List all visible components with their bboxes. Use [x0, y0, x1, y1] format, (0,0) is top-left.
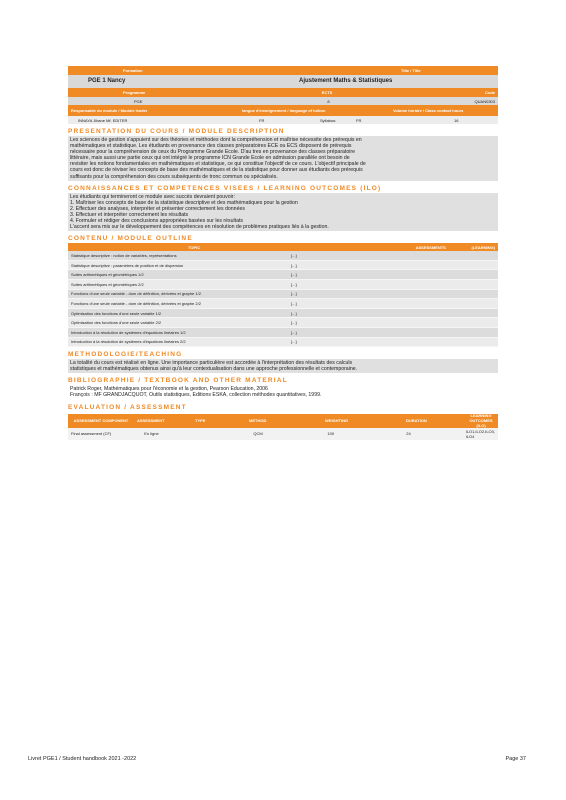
eval-col-method: METHOD	[249, 418, 267, 424]
table-row	[68, 280, 498, 290]
presentation-line: suffisants pour la compréhension des cours subséquents de tronc commun ou spécialisés.	[70, 173, 278, 180]
outcomes-line: 2. Effectuer des analyses, interpréter et présenter correctement les données	[70, 205, 245, 212]
table-row	[68, 309, 498, 319]
table-row	[68, 261, 498, 271]
methodology-title: METHODOLOGIE/TEACHING	[68, 351, 183, 359]
title-value: Ajustement Maths & Statistiques	[299, 78, 393, 84]
responsable-header-bar	[68, 105, 498, 116]
ects-label: ECTS	[321, 90, 333, 95]
ilo-cell: [...]	[291, 281, 297, 287]
langue-label: langue d'enseignement / language of tuition	[242, 108, 326, 113]
col-ilo: (LEARNING)	[471, 244, 495, 250]
formation-value: PGE 1 Nancy	[88, 78, 126, 84]
methodology-line: La totalité du cours est réalisé en ligne. Une importance particulière est accordée à l'interprétation des résultats des calculs	[70, 360, 353, 367]
table-row	[68, 299, 498, 309]
bibliography-title: BIBLIOGRAPHIE / TEXTBOOK AND OTHER MATERIAL	[68, 377, 288, 385]
table-row	[68, 290, 498, 300]
ects-value: 8	[327, 98, 330, 104]
responsable-label: Responsable du module / Module leader	[71, 108, 148, 113]
content-table-body	[68, 251, 498, 347]
eval-col-weighting: WEIGHTING	[325, 418, 349, 424]
methodology-text	[68, 359, 498, 373]
topic-cell: Statistique descriptive : paramètres de position et de dispersion	[71, 262, 184, 268]
eval-weighting: 100	[327, 431, 335, 437]
syllabus-page	[68, 66, 498, 440]
presentation-text	[68, 136, 498, 181]
eval-assessment: En ligne	[144, 431, 159, 437]
eval-col-assessment: ASSESSMENT	[137, 418, 165, 424]
ilo-cell: [...]	[291, 320, 297, 326]
topic-cell: Fonctions d'une seule variable - dom de définition, dérivées et graphe 2/2	[71, 300, 201, 306]
responsable-value-row	[68, 116, 498, 124]
evaluation-table-header	[68, 414, 498, 428]
eval-col-ilo: LEARNING OUTCOMES (ILO)	[469, 413, 493, 429]
topic-cell: Suites arithmétiques et géométriques 2/2	[71, 281, 144, 287]
ilo-cell: [...]	[291, 262, 297, 268]
formation-header-bar	[68, 66, 498, 75]
evaluation-title: EVALUATION / ASSESSMENT	[68, 403, 187, 411]
table-row	[68, 270, 498, 280]
ilo-cell: [...]	[291, 253, 297, 259]
footer-page-number: Page 37	[505, 756, 526, 762]
eval-method: QCM	[253, 431, 263, 437]
topic-cell: Introduction à la résolution de systèmes d'équations linéaires 1/2	[71, 329, 186, 335]
bibliography-line: François : MF GRANDJACQUOT, Outils statistiques, Editions ESKA, collection méthodes quantitatives, 1999.	[70, 392, 322, 399]
topic-cell: Introduction à la résolution de systèmes d'équations linéaires 2/2	[71, 339, 186, 345]
volume-value: 16	[454, 117, 459, 123]
footer-handbook: Livret PGE1 / Student handbook 2021 -2022	[28, 756, 137, 762]
col-topic: TOPIC	[188, 244, 201, 250]
outcomes-line: 1. Maîtriser les concepts de base de la statistique descriptive et des mathématiques pour la gestion	[70, 199, 298, 206]
page-footer	[28, 756, 526, 762]
eval-col-type: TYPE	[195, 418, 206, 424]
eval-component: Final assessment (CF)	[71, 431, 112, 437]
table-row	[68, 338, 498, 348]
presentation-line: nécessaire pour la compréhension de ceux du Programme Grande Ecole. D'au tres en provenance des classes préparatoire	[70, 149, 356, 156]
eval-duration: 24	[406, 431, 411, 437]
programme-value-row	[68, 97, 498, 105]
outcomes-line: L'accent sera mis sur le développement des compétences en résolution de problèmes pratiques liés à la gestion.	[70, 224, 329, 231]
topic-cell: Optimisation des fonctions d'une seule variable 2/2	[71, 320, 162, 326]
programme-header-bar	[68, 88, 498, 97]
content-title: CONTENU / MODULE OUTLINE	[68, 235, 193, 243]
presentation-line: mathématiques et statistique. Les étudiants en provenance des classes préparatoires ECE ou ECS disposent de prérequis	[70, 143, 352, 150]
programme-label: Programme	[123, 90, 146, 95]
ilo-cell: [...]	[291, 339, 297, 345]
responsable-value: INNAYA Jihane Mf. EDITER	[78, 117, 128, 123]
outcomes-line: 4. Formuler et rédiger des conclusions appropriées basées sur les résultats	[70, 218, 244, 225]
presentation-line: Les sciences de gestion s'appuient sur des théories et méthodes dont la compréhension et maîtrise nécessite des prérequis en	[70, 137, 362, 143]
col-assessment: ASSESSMENTS	[415, 244, 446, 250]
content-table-header	[68, 243, 498, 251]
outcomes-line: 3. Effectuer et interpréter correctement les résultats	[70, 211, 189, 218]
topic-cell: Suites arithmétiques et géométriques 1/2	[71, 272, 144, 278]
presentation-line: revisiter les notions fondamentales en mathématiques et statistique, ce qui constitue l'objectif de ce cours. L'objectif principale de	[70, 161, 366, 168]
eval-ilo: ILO1,ILO2,ILO3, ILO4	[465, 428, 495, 439]
eval-col-duration: DURATION	[406, 418, 427, 424]
title-label: Title / Title	[401, 68, 421, 73]
code-value: QUAN0303	[474, 98, 495, 104]
table-row	[68, 251, 498, 261]
langue-value: FR	[259, 117, 265, 123]
ilo-cell: [...]	[291, 329, 297, 335]
methodology-line: statistiques et mathématiques obtenus ainsi qu'à leur contextualisation dans une approche professionnelle et contemporaine.	[70, 366, 358, 373]
code-label: Code	[485, 90, 495, 95]
formation-value-row	[68, 75, 498, 88]
outcomes-line: Les étudiants qui termineront ce module avec succès devraient pouvoir:	[70, 193, 235, 200]
bibliography-text	[68, 385, 498, 399]
table-row	[68, 328, 498, 338]
presentation-line: cours est donc de réviser les concepts de base des mathématiques et de la statistique pour donner aux étudiants des prérequis	[70, 167, 363, 174]
presentation-title: PRESENTATION DU COURS / MODULE DESCRIPTION	[68, 128, 285, 135]
eval-col-component: ASSESSMENT COMPONENT	[73, 418, 129, 424]
ilo-cell: [...]	[291, 300, 297, 306]
volume-label: Volume horaire / Class contact hours	[393, 108, 464, 113]
programme-value: PGE	[134, 98, 143, 104]
table-row	[68, 318, 498, 328]
formation-label: Formation	[123, 68, 143, 73]
outcomes-title: CONNAISSANCES ET COMPETENCES VISEES / LEARNING OUTCOMES (ILO)	[68, 184, 382, 192]
syllabus-label: Syllabus:	[320, 117, 337, 123]
outcomes-text	[68, 193, 498, 232]
ilo-cell: [...]	[291, 272, 297, 278]
topic-cell: Optimisation des fonctions d'une seule variable 1/2	[71, 310, 162, 316]
syllabus-value: FR	[356, 117, 362, 123]
presentation-line: littéraire, mais aussi une partie ceux qui ont intégré le programme ICN Grande Ecole en admission parallèle ont besoin de	[70, 155, 350, 162]
evaluation-table-row	[68, 428, 498, 440]
topic-cell: Statistique descriptive : notion de variables, représentations	[71, 253, 177, 259]
bibliography-line: Patrick Roger, Mathématiques pour l'économie et la gestion, Pearson Education, 2006	[70, 386, 268, 393]
ilo-cell: [...]	[291, 310, 297, 316]
ilo-cell: [...]	[291, 291, 297, 297]
topic-cell: Fonctions d'une seule variable - dom de définition, dérivées et graphe 1/2	[71, 291, 201, 297]
